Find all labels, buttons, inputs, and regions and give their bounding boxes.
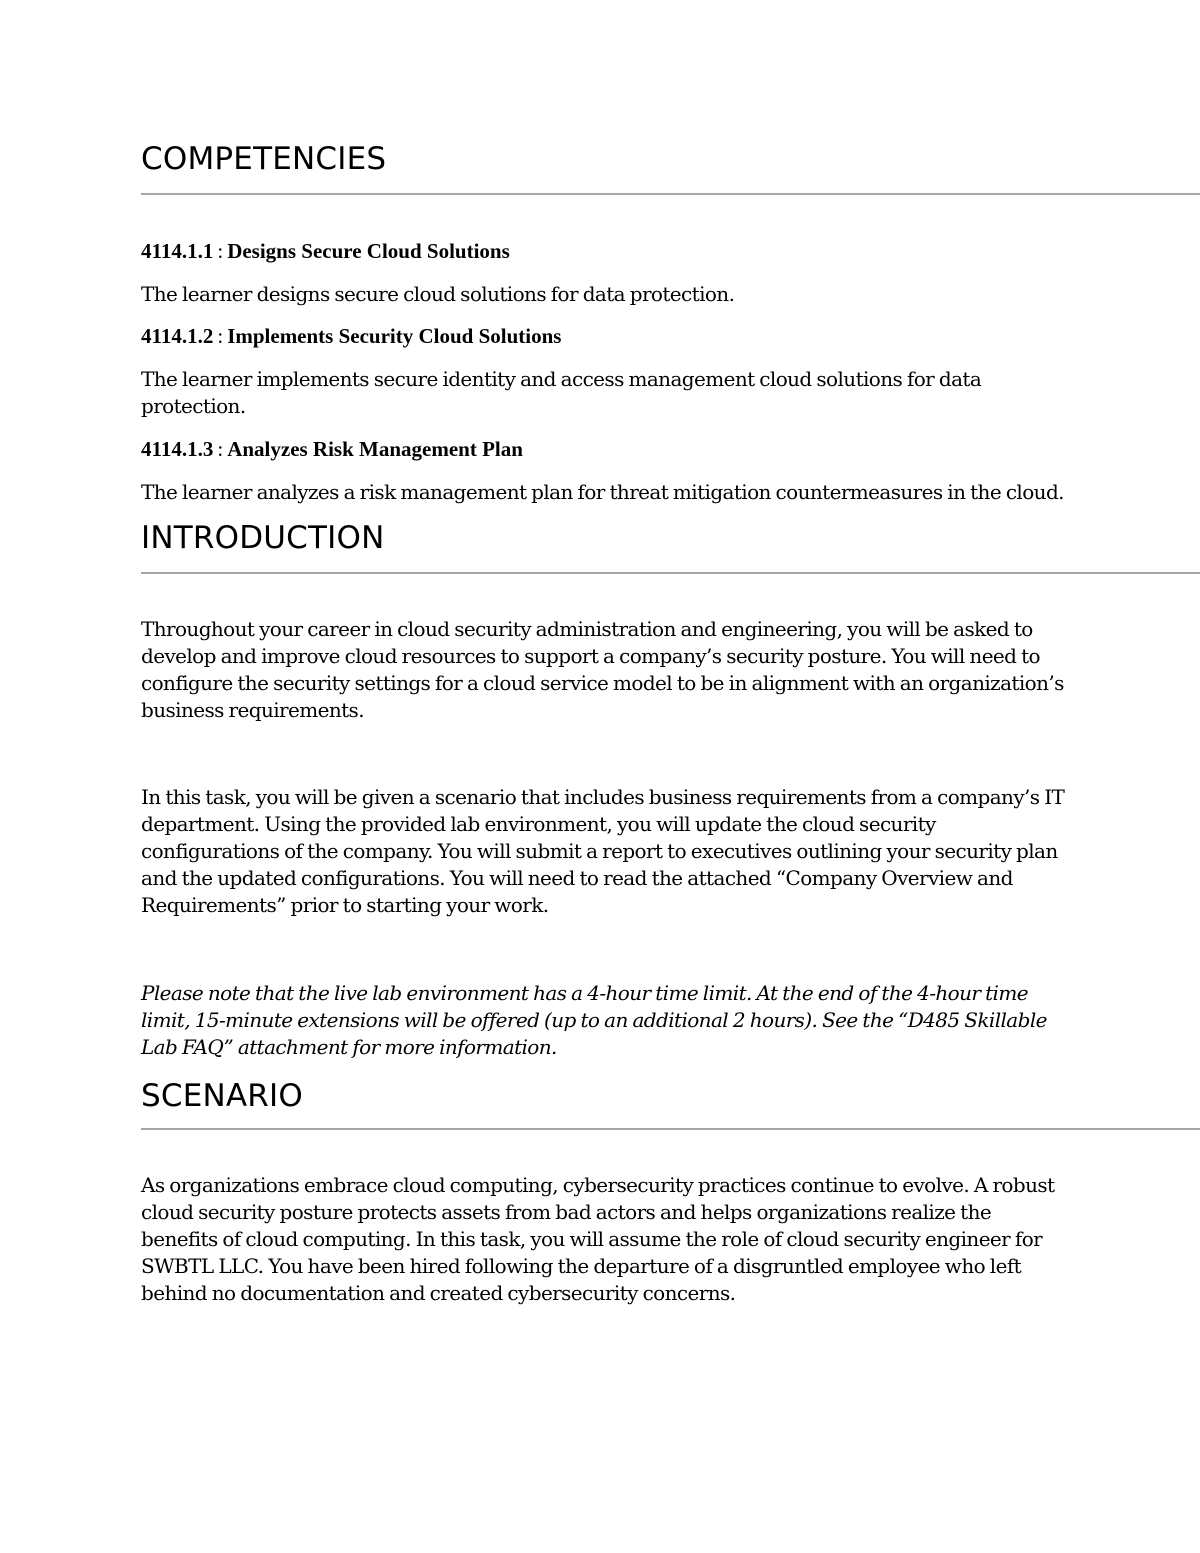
scenario-divider <box>141 1128 1200 1130</box>
introduction-heading: INTRODUCTION <box>141 520 385 556</box>
scenario-heading: SCENARIO <box>141 1078 303 1114</box>
competency-description-2: The learner implements secure identity and access management cloud solutions for data protection. <box>141 367 982 418</box>
lab-time-limit-note: Please note that the live lab environment has a 4-hour time limit. At the end of the 4-hour time limit, 15-minute extensions will be offered (up to an additional 2 hours). See the “D485 Skillable Lab FAQ” attachment for more information. <box>141 981 1047 1059</box>
competencies-heading: COMPETENCIES <box>141 141 387 177</box>
competency-code-3: 4114.1.3 <box>141 437 214 461</box>
competency-separator-2: : <box>217 324 224 348</box>
competency-description-1: The learner designs secure cloud solutions for data protection. <box>141 282 735 306</box>
competency-title-2 <box>141 323 561 349</box>
competencies-divider <box>141 193 1200 195</box>
competency-separator-1: : <box>217 239 224 263</box>
competency-title-3 <box>141 436 523 462</box>
competency-code-1: 4114.1.1 <box>141 239 214 263</box>
scenario-paragraph: As organizations embrace cloud computing, cybersecurity practices continue to evolve. A robust cloud security posture protects assets from bad actors and helps organizations realize the benefits of cloud computing. In this task, you will assume the role of cloud security engineer for SWBTL LLC. You have been hired following the departure of a disgruntled employee who left behind no documentation and created cybersecurity concerns. <box>141 1173 1055 1305</box>
introduction-paragraph-2: In this task, you will be given a scenario that includes business requirements from a company’s IT department. Using the provided lab environment, you will update the cloud security configurations of the company. You will submit a report to executives outlining your security plan and the updated configurations. You will need to read the attached “Company Overview and Requirements” prior to starting your work. <box>141 785 1065 917</box>
competency-name-1: Designs Secure Cloud Solutions <box>227 239 510 263</box>
competency-name-3: Analyzes Risk Management Plan <box>227 437 523 461</box>
competency-code-2: 4114.1.2 <box>141 324 214 348</box>
competency-title-1 <box>141 238 510 264</box>
competency-separator-3: : <box>217 437 224 461</box>
competency-description-3: The learner analyzes a risk management plan for threat mitigation countermeasures in the cloud. <box>141 480 1064 504</box>
introduction-paragraph-1: Throughout your career in cloud security administration and engineering, you will be asked to develop and improve cloud resources to support a company’s security posture. You will need to configure the security settings for a cloud service model to be in alignment with an organization’s business requirements. <box>141 617 1064 722</box>
competency-name-2: Implements Security Cloud Solutions <box>227 324 562 348</box>
introduction-divider <box>141 572 1200 574</box>
